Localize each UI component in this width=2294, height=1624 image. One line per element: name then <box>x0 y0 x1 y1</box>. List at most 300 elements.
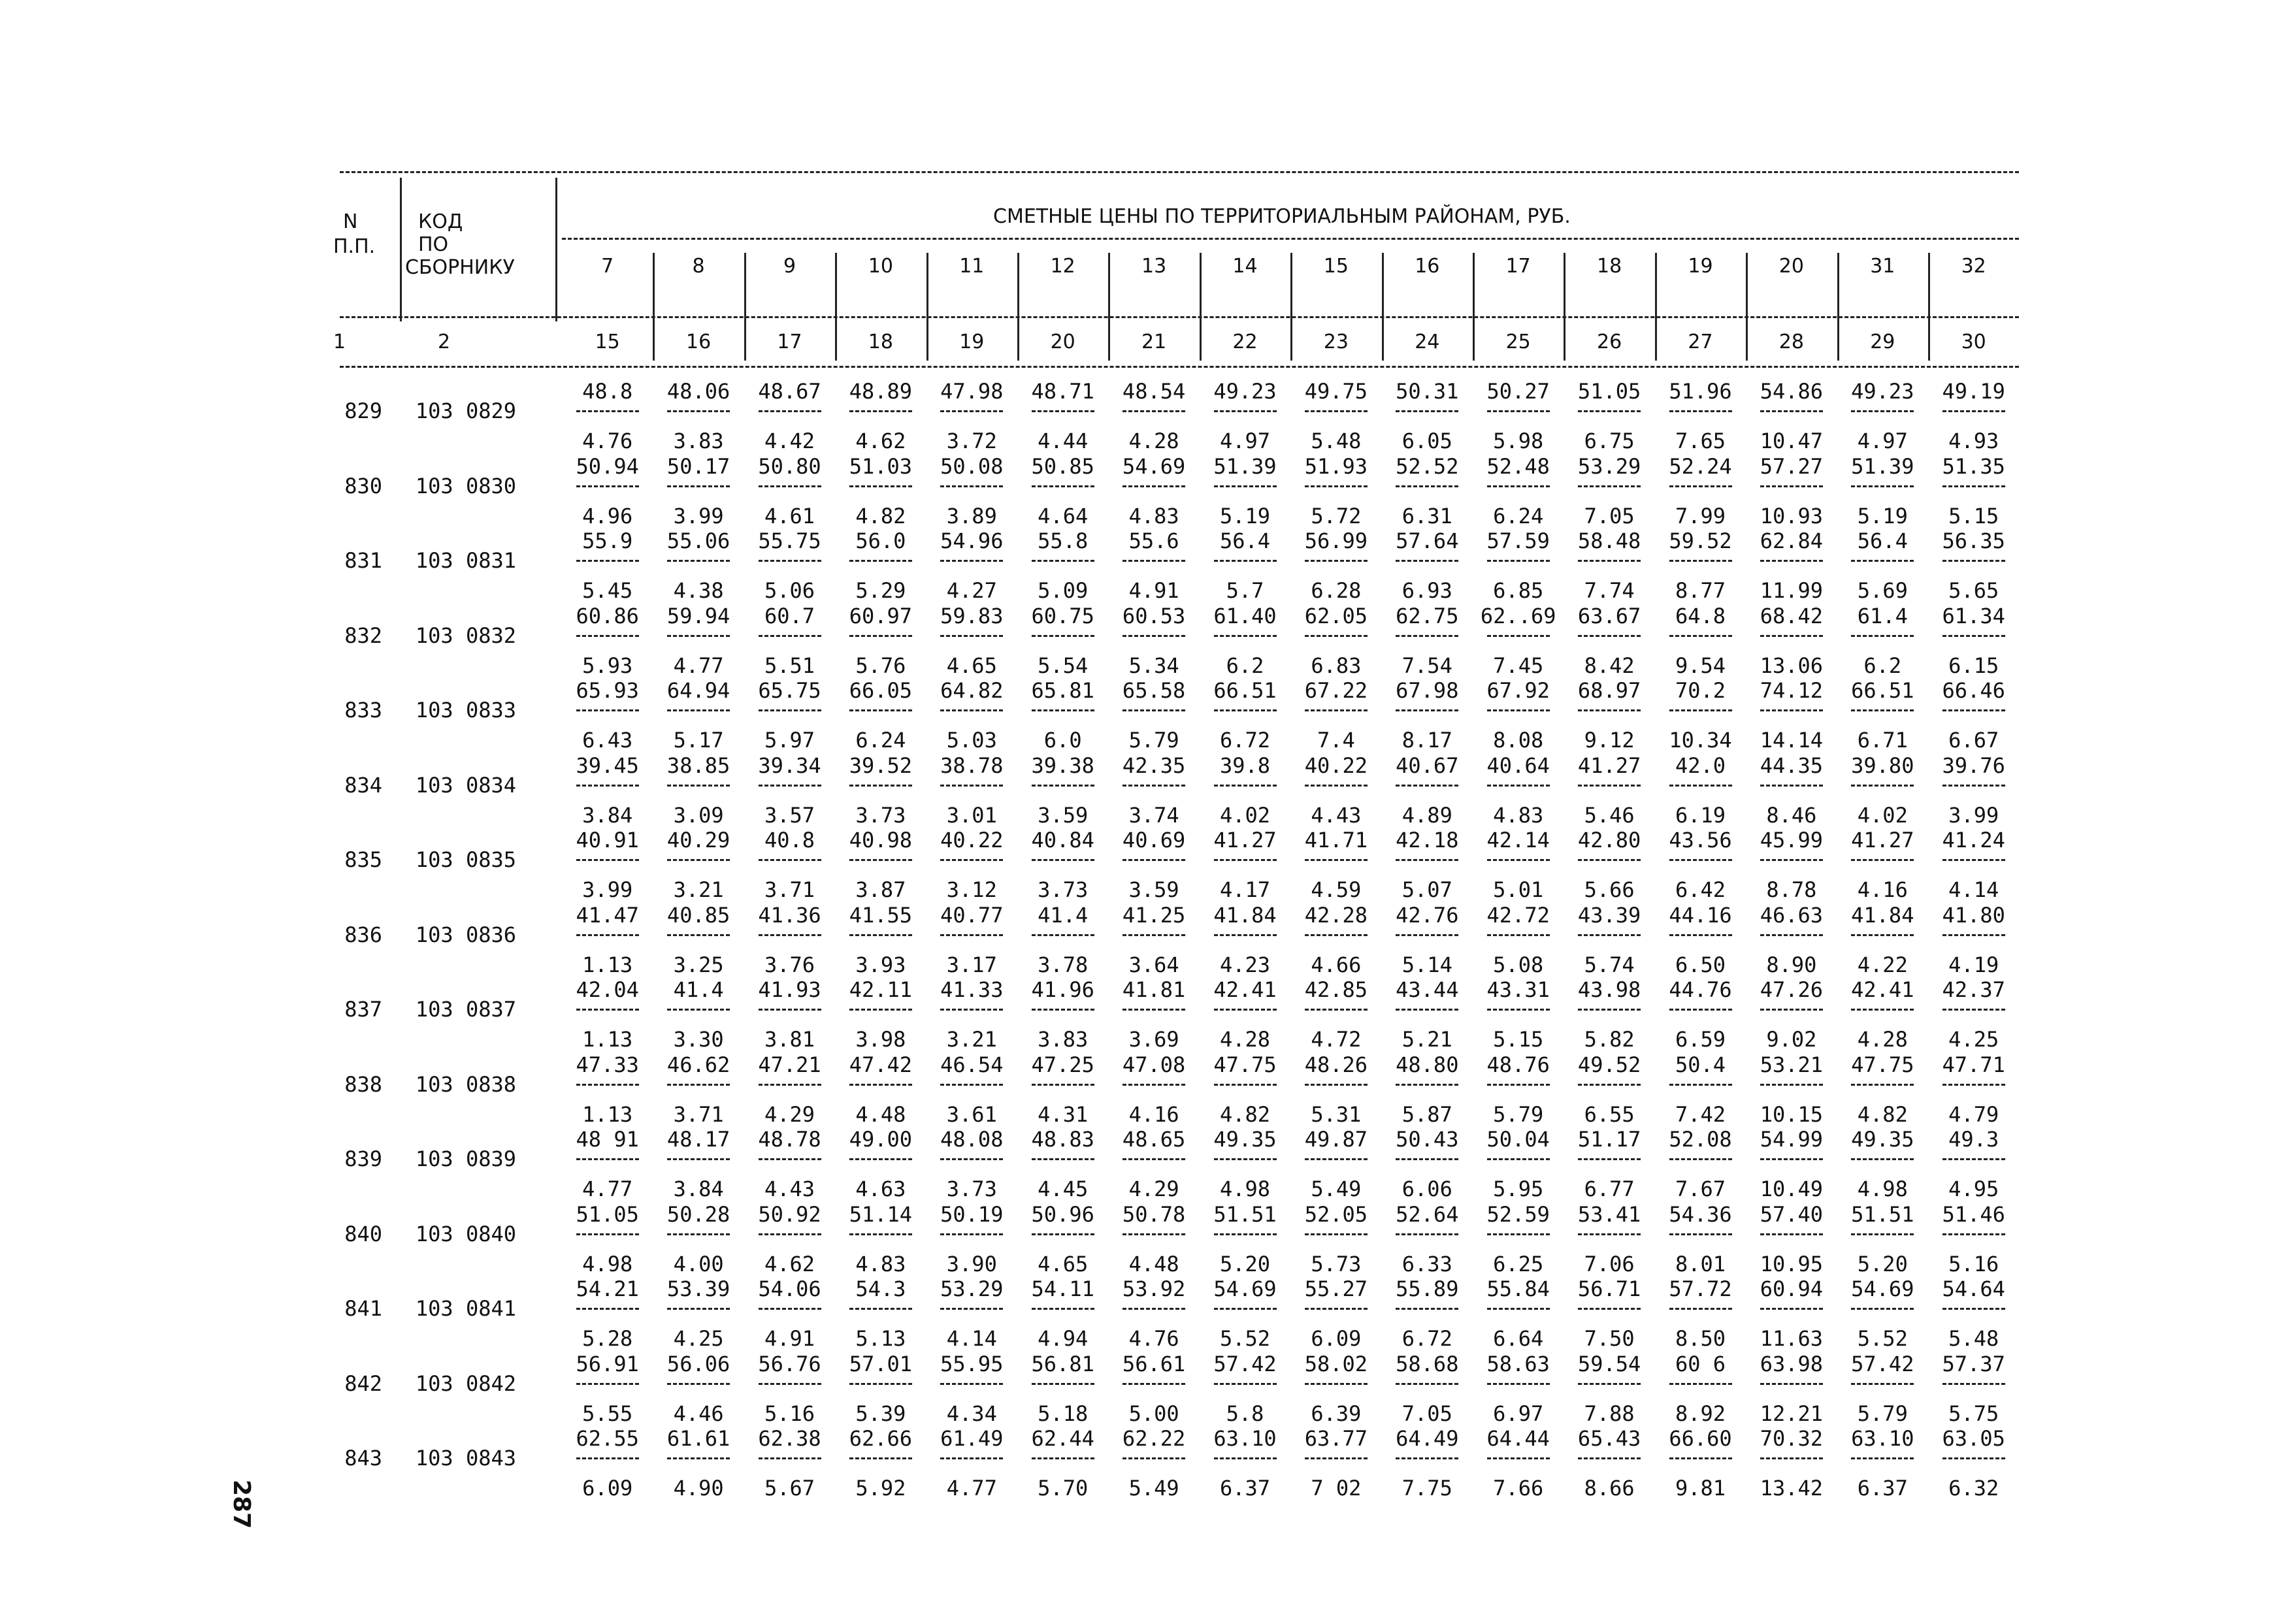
price-wages: 6.75 <box>1584 429 1635 453</box>
price-total: 43.44 <box>1396 977 1459 1002</box>
price-total: 55.8 <box>1038 528 1089 553</box>
price-total: 56.71 <box>1577 1276 1641 1301</box>
page-number: 287 <box>228 1480 255 1529</box>
price-wages: 4.28 <box>1219 1027 1271 1052</box>
district-divider <box>1564 253 1565 361</box>
price-total: 52.08 <box>1669 1127 1732 1152</box>
price-total: 56.99 <box>1304 528 1368 553</box>
price-wages: 6.93 <box>1401 578 1452 603</box>
fraction-dash <box>1305 560 1368 562</box>
row-number: 841 <box>344 1296 382 1321</box>
price-wages: 5.21 <box>1401 1027 1452 1052</box>
fraction-dash <box>1487 1233 1550 1235</box>
district-divider <box>1746 253 1748 361</box>
price-total: 48.71 <box>1031 379 1094 404</box>
fraction-dash <box>1305 410 1368 412</box>
fraction-dash <box>1214 635 1277 637</box>
fraction-dash <box>1032 1383 1094 1385</box>
fraction-dash <box>1305 1084 1368 1086</box>
price-total: 50.96 <box>1031 1201 1094 1227</box>
price-wages: 5.28 <box>582 1326 633 1351</box>
district-divider <box>1473 253 1475 361</box>
row-number: 832 <box>344 623 382 648</box>
fraction-dash <box>1122 1383 1185 1385</box>
price-total: 40.69 <box>1122 828 1186 853</box>
price-total: 58.68 <box>1396 1351 1459 1376</box>
price-total: 40.77 <box>940 902 1004 928</box>
fraction-dash <box>1760 410 1823 412</box>
price-wages: 9.54 <box>1675 653 1726 678</box>
fraction-dash <box>1122 934 1185 936</box>
fraction-dash <box>940 934 1003 936</box>
price-wages: 4.29 <box>764 1101 815 1127</box>
price-wages: 10.15 <box>1760 1101 1824 1127</box>
price-total: 47.25 <box>1031 1052 1094 1077</box>
price-wages: 3.84 <box>582 802 633 828</box>
fraction-dash <box>667 1383 730 1385</box>
row-number: 833 <box>344 698 382 723</box>
price-wages: 5.46 <box>1584 802 1635 828</box>
fraction-dash <box>1851 1308 1914 1310</box>
price-wages: 3.99 <box>1948 802 1999 828</box>
price-total: 41.4 <box>1038 902 1089 928</box>
price-wages: 5.07 <box>1401 877 1452 902</box>
column-index: 21 <box>1141 331 1167 353</box>
fraction-dash <box>940 1233 1003 1235</box>
price-total: 51.96 <box>1669 379 1732 404</box>
column-index: 15 <box>595 331 620 353</box>
price-wages: 1.13 <box>582 1027 633 1052</box>
price-total: 41.71 <box>1304 828 1368 853</box>
price-wages: 4.72 <box>1311 1027 1362 1052</box>
price-wages: 5.48 <box>1311 429 1362 453</box>
price-total: 41.47 <box>576 902 639 928</box>
price-wages: 10.49 <box>1760 1177 1824 1201</box>
price-wages: 5.06 <box>764 578 815 603</box>
fraction-dash <box>1122 1233 1185 1235</box>
fraction-dash <box>1942 709 2005 711</box>
price-wages: 4.61 <box>764 503 815 528</box>
fraction-dash <box>849 410 912 412</box>
price-total: 67.92 <box>1486 678 1550 703</box>
row-number: 834 <box>344 772 382 798</box>
price-wages: 6.2 <box>1863 653 1902 678</box>
price-total: 49.75 <box>1304 379 1368 404</box>
price-wages: 5.49 <box>1128 1476 1179 1501</box>
fraction-dash <box>1760 1308 1823 1310</box>
price-wages: 7.66 <box>1493 1476 1544 1501</box>
price-total: 40.22 <box>1304 753 1368 778</box>
fraction-dash <box>576 1457 639 1459</box>
price-wages: 3.57 <box>764 802 815 828</box>
fraction-dash <box>576 709 639 711</box>
price-total: 47.08 <box>1122 1052 1186 1077</box>
price-wages: 4.28 <box>1857 1027 1908 1052</box>
fraction-dash <box>1032 560 1094 562</box>
fraction-dash <box>1851 485 1914 487</box>
price-total: 47.71 <box>1942 1052 2005 1077</box>
fraction-dash <box>1669 410 1732 412</box>
price-wages: 3.76 <box>764 952 815 977</box>
price-total: 54.69 <box>1213 1276 1277 1301</box>
price-wages: 5.29 <box>855 578 906 603</box>
fraction-dash <box>1122 560 1185 562</box>
fraction-dash <box>1669 934 1732 936</box>
row-code: 103 0841 <box>415 1296 516 1321</box>
price-wages: 8.46 <box>1766 802 1817 828</box>
price-wages: 4.94 <box>1038 1326 1089 1351</box>
price-total: 51.17 <box>1577 1127 1641 1152</box>
price-total: 58.48 <box>1577 528 1641 553</box>
fraction-dash <box>849 1233 912 1235</box>
price-total: 42.04 <box>576 977 639 1002</box>
fraction-dash <box>849 934 912 936</box>
price-total: 57.72 <box>1669 1276 1732 1301</box>
price-wages: 4.66 <box>1311 952 1362 977</box>
fraction-dash <box>1942 934 2005 936</box>
fraction-dash <box>667 1233 730 1235</box>
fraction-dash <box>849 859 912 861</box>
price-wages: 5.55 <box>582 1401 633 1426</box>
price-wages: 5.87 <box>1401 1101 1452 1127</box>
price-total: 59.94 <box>666 603 730 628</box>
price-wages: 5.16 <box>764 1401 815 1426</box>
price-wages: 4.17 <box>1219 877 1271 902</box>
row-number: 842 <box>344 1371 382 1396</box>
fraction-dash <box>1396 934 1458 936</box>
fraction-dash <box>1122 635 1185 637</box>
price-total: 62.44 <box>1031 1426 1094 1451</box>
price-wages: 4.16 <box>1128 1101 1179 1127</box>
district-number: 10 <box>868 255 893 278</box>
price-wages: 3.64 <box>1128 952 1179 977</box>
price-total: 53.21 <box>1760 1052 1824 1077</box>
fraction-dash <box>1487 1009 1550 1011</box>
fraction-dash <box>1851 934 1914 936</box>
price-wages: 6.32 <box>1948 1476 1999 1501</box>
column-index: 20 <box>1050 331 1075 353</box>
fraction-dash <box>1669 1457 1732 1459</box>
price-wages: 4.59 <box>1311 877 1362 902</box>
fraction-dash <box>1305 1233 1368 1235</box>
price-total: 54.96 <box>940 528 1004 553</box>
price-wages: 4.45 <box>1038 1177 1089 1201</box>
price-total: 60.94 <box>1760 1276 1824 1301</box>
column-index: 30 <box>1961 331 1986 353</box>
fraction-dash <box>1396 1158 1458 1160</box>
price-wages: 1.13 <box>582 952 633 977</box>
price-total: 50.27 <box>1486 379 1550 404</box>
fraction-dash <box>1669 485 1732 487</box>
price-wages: 8.01 <box>1675 1251 1726 1276</box>
price-wages: 1.13 <box>582 1101 633 1127</box>
fraction-dash <box>1942 785 2005 787</box>
fraction-dash <box>1487 410 1550 412</box>
price-wages: 7.88 <box>1584 1401 1635 1426</box>
price-wages: 5.20 <box>1219 1251 1271 1276</box>
price-total: 59.52 <box>1669 528 1732 553</box>
price-total: 44.76 <box>1669 977 1732 1002</box>
price-total: 51.14 <box>849 1201 913 1227</box>
fraction-dash <box>1760 859 1823 861</box>
fraction-dash <box>1214 410 1277 412</box>
price-total: 53.41 <box>1577 1201 1641 1227</box>
row-number: 830 <box>344 473 382 498</box>
fraction-dash <box>1396 785 1458 787</box>
price-wages: 5.79 <box>1128 728 1179 753</box>
fraction-dash <box>667 1009 730 1011</box>
district-number: 17 <box>1505 255 1531 278</box>
price-total: 42.28 <box>1304 902 1368 928</box>
district-divider <box>1017 253 1019 361</box>
price-wages: 4.48 <box>1128 1251 1179 1276</box>
price-wages: 4.42 <box>764 429 815 453</box>
fraction-dash <box>1214 485 1277 487</box>
district-number: 9 <box>783 255 796 278</box>
fraction-dash <box>1578 859 1641 861</box>
row-code: 103 0829 <box>415 398 516 423</box>
price-total: 41.27 <box>1851 828 1914 853</box>
row-code: 103 0832 <box>415 623 516 648</box>
price-total: 74.12 <box>1760 678 1824 703</box>
fraction-dash <box>1032 1084 1094 1086</box>
district-divider <box>1928 253 1930 361</box>
fraction-dash <box>849 1457 912 1459</box>
fraction-dash <box>1487 1383 1550 1385</box>
fraction-dash <box>1942 560 2005 562</box>
fraction-dash <box>1032 1009 1094 1011</box>
price-total: 44.16 <box>1669 902 1732 928</box>
fraction-dash <box>576 1084 639 1086</box>
fraction-dash <box>1942 1383 2005 1385</box>
price-total: 70.2 <box>1675 678 1726 703</box>
price-total: 42.80 <box>1577 828 1641 853</box>
price-total: 41.55 <box>849 902 913 928</box>
price-wages: 3.21 <box>946 1027 997 1052</box>
price-wages: 3.89 <box>946 503 997 528</box>
price-wages: 13.06 <box>1760 653 1824 678</box>
price-wages: 4.98 <box>1857 1177 1908 1201</box>
fraction-dash <box>849 560 912 562</box>
divider-code-prices <box>555 178 557 321</box>
price-wages: 7.75 <box>1401 1476 1452 1501</box>
price-wages: 5.74 <box>1584 952 1635 977</box>
fraction-dash <box>1851 1233 1914 1235</box>
price-total: 52.59 <box>1486 1201 1550 1227</box>
fraction-dash <box>1942 1009 2005 1011</box>
price-total: 59.83 <box>940 603 1004 628</box>
fraction-dash <box>1669 1158 1732 1160</box>
price-total: 51.03 <box>849 453 913 479</box>
price-wages: 4.28 <box>1128 429 1179 453</box>
price-total: 46.63 <box>1760 902 1824 928</box>
fraction-dash <box>849 1009 912 1011</box>
fraction-dash <box>1214 1308 1277 1310</box>
fraction-dash <box>1396 709 1458 711</box>
price-wages: 4.76 <box>1128 1326 1179 1351</box>
header-code-2: ПО <box>418 233 449 256</box>
price-wages: 5.48 <box>1948 1326 1999 1351</box>
price-wages: 6.28 <box>1311 578 1362 603</box>
price-total: 48.17 <box>666 1127 730 1152</box>
price-wages: 3.01 <box>946 802 997 828</box>
fraction-dash <box>1851 1084 1914 1086</box>
price-wages: 3.93 <box>855 952 906 977</box>
price-wages: 6.37 <box>1857 1476 1908 1501</box>
price-total: 54.06 <box>758 1276 821 1301</box>
price-wages: 4.77 <box>673 653 724 678</box>
fraction-dash <box>759 1383 821 1385</box>
col-index-1: 1 <box>333 331 346 353</box>
price-total: 54.11 <box>1031 1276 1094 1301</box>
price-total: 62.38 <box>758 1426 821 1451</box>
fraction-dash <box>1487 785 1550 787</box>
fraction-dash <box>849 1084 912 1086</box>
fraction-dash <box>1578 560 1641 562</box>
fraction-dash <box>1396 1457 1458 1459</box>
fraction-dash <box>1760 785 1823 787</box>
price-total: 55.27 <box>1304 1276 1368 1301</box>
price-wages: 4.90 <box>673 1476 724 1501</box>
price-total: 60.75 <box>1031 603 1094 628</box>
price-wages: 5.19 <box>1857 503 1908 528</box>
column-index: 19 <box>959 331 985 353</box>
price-total: 42.14 <box>1486 828 1550 853</box>
price-total: 48.78 <box>758 1127 821 1152</box>
price-wages: 4.27 <box>946 578 997 603</box>
fraction-dash <box>940 1308 1003 1310</box>
fraction-dash <box>849 1308 912 1310</box>
price-wages: 14.14 <box>1760 728 1824 753</box>
district-number: 11 <box>959 255 985 278</box>
price-wages: 5.13 <box>855 1326 906 1351</box>
price-total: 58.63 <box>1486 1351 1550 1376</box>
price-wages: 5.67 <box>764 1476 815 1501</box>
header-n-sub: П.П. <box>333 235 376 258</box>
district-divider <box>926 253 928 361</box>
price-total: 64.94 <box>666 678 730 703</box>
price-wages: 4.16 <box>1857 877 1908 902</box>
price-wages: 9.12 <box>1584 728 1635 753</box>
price-total: 49.35 <box>1851 1127 1914 1152</box>
price-wages: 4.82 <box>1857 1101 1908 1127</box>
price-total: 43.31 <box>1486 977 1550 1002</box>
fraction-dash <box>1578 709 1641 711</box>
price-wages: 5.79 <box>1857 1401 1908 1426</box>
price-wages: 6.06 <box>1401 1177 1452 1201</box>
price-total: 57.59 <box>1486 528 1550 553</box>
fraction-dash <box>849 1158 912 1160</box>
price-wages: 7.54 <box>1401 653 1452 678</box>
fraction-dash <box>1578 1308 1641 1310</box>
column-index: 24 <box>1415 331 1440 353</box>
price-total: 57.42 <box>1213 1351 1277 1376</box>
price-wages: 5.92 <box>855 1476 906 1501</box>
price-wages: 5.8 <box>1226 1401 1264 1426</box>
price-wages: 3.59 <box>1128 877 1179 902</box>
fraction-dash <box>940 785 1003 787</box>
fraction-dash <box>1487 635 1550 637</box>
fraction-dash <box>849 1383 912 1385</box>
fraction-dash <box>576 934 639 936</box>
row-number: 836 <box>344 922 382 947</box>
fraction-dash <box>1032 859 1094 861</box>
row-number: 840 <box>344 1221 382 1246</box>
district-divider <box>1655 253 1657 361</box>
price-total: 47.26 <box>1760 977 1824 1002</box>
price-wages: 6.72 <box>1401 1326 1452 1351</box>
price-wages: 5.70 <box>1038 1476 1089 1501</box>
fraction-dash <box>1305 1457 1368 1459</box>
fraction-dash <box>1851 410 1914 412</box>
district-number: 32 <box>1961 255 1986 278</box>
price-wages: 4.43 <box>1311 802 1362 828</box>
row-code: 103 0830 <box>415 473 516 498</box>
row-code: 103 0839 <box>415 1146 516 1171</box>
price-total: 40.8 <box>764 828 815 853</box>
price-total: 41.33 <box>940 977 1004 1002</box>
fraction-dash <box>576 1233 639 1235</box>
fraction-dash <box>1669 709 1732 711</box>
price-wages: 3.83 <box>673 429 724 453</box>
fraction-dash <box>576 560 639 562</box>
fraction-dash <box>940 1457 1003 1459</box>
price-wages: 5.03 <box>946 728 997 753</box>
price-wages: 4.29 <box>1128 1177 1179 1201</box>
price-wages: 6.24 <box>1493 503 1544 528</box>
price-wages: 5.16 <box>1948 1251 1999 1276</box>
price-total: 39.76 <box>1942 753 2005 778</box>
fraction-dash <box>1396 410 1458 412</box>
price-total: 45.99 <box>1760 828 1824 853</box>
price-total: 61.61 <box>666 1426 730 1451</box>
price-total: 56.4 <box>1857 528 1908 553</box>
price-wages: 5.72 <box>1311 503 1362 528</box>
fraction-dash <box>1669 859 1732 861</box>
price-wages: 10.95 <box>1760 1251 1824 1276</box>
price-wages: 8.50 <box>1675 1326 1726 1351</box>
row-number: 835 <box>344 847 382 872</box>
column-index: 27 <box>1688 331 1713 353</box>
price-wages: 3.17 <box>946 952 997 977</box>
fraction-dash <box>1760 560 1823 562</box>
price-total: 48.8 <box>582 379 633 404</box>
fraction-dash <box>667 1308 730 1310</box>
fraction-dash <box>667 1084 730 1086</box>
price-wages: 3.99 <box>582 877 633 902</box>
price-total: 56.06 <box>666 1351 730 1376</box>
price-total: 57.37 <box>1942 1351 2005 1376</box>
price-total: 49.00 <box>849 1127 913 1152</box>
price-wages: 4.91 <box>764 1326 815 1351</box>
price-wages: 6.83 <box>1311 653 1362 678</box>
price-total: 54.3 <box>855 1276 906 1301</box>
price-wages: 3.12 <box>946 877 997 902</box>
price-total: 51.05 <box>1577 379 1641 404</box>
fraction-dash <box>1214 785 1277 787</box>
price-total: 62..69 <box>1480 603 1556 628</box>
price-total: 67.22 <box>1304 678 1368 703</box>
price-total: 47.75 <box>1213 1052 1277 1077</box>
fraction-dash <box>1396 1009 1458 1011</box>
price-wages: 5.45 <box>582 578 633 603</box>
price-wages: 12.21 <box>1760 1401 1824 1426</box>
price-wages: 6.55 <box>1584 1101 1635 1127</box>
price-total: 48.80 <box>1396 1052 1459 1077</box>
price-wages: 5.39 <box>855 1401 906 1426</box>
fraction-dash <box>1578 934 1641 936</box>
price-wages: 3.21 <box>673 877 724 902</box>
